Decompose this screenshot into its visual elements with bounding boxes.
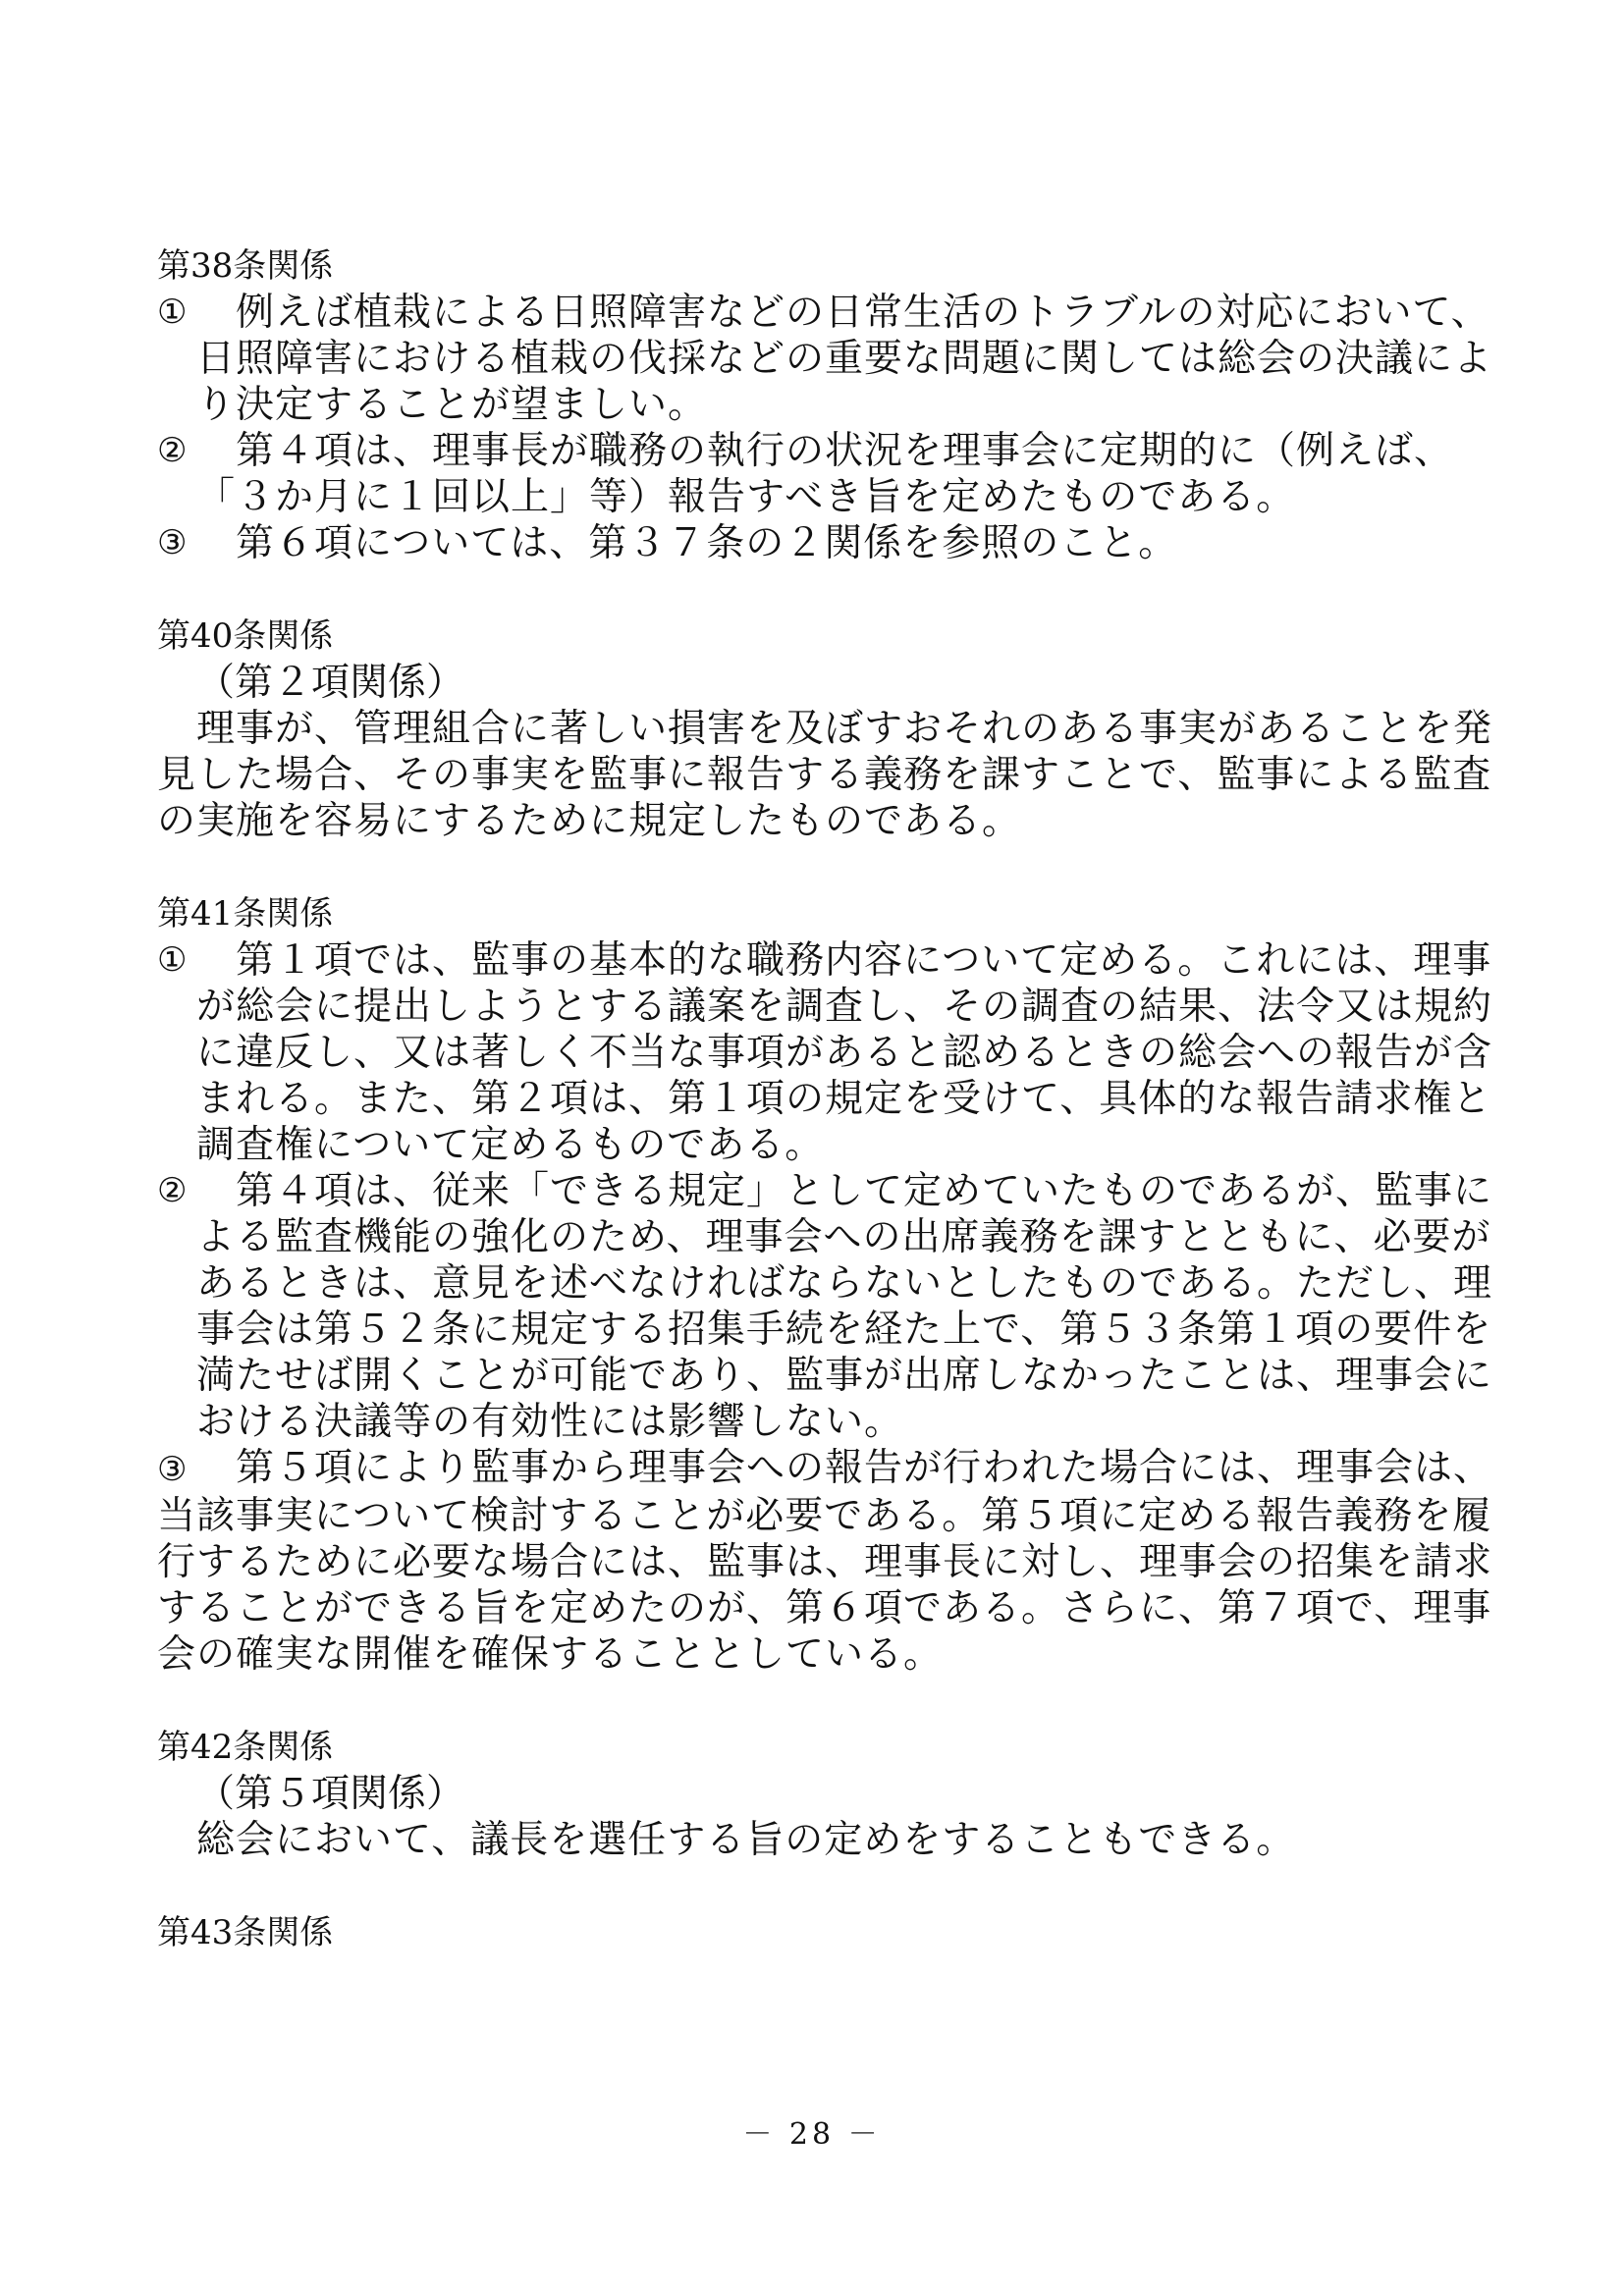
- item-text: 第４項は、理事長が職務の執行の状況を理事会に定期的に（例えば、「３か月に１回以上」等）報告すべき旨を定めたものである。: [196, 429, 1454, 519]
- item-number: ③: [157, 523, 189, 562]
- page-number: － 28 －: [742, 2117, 882, 2152]
- list-item: [157, 937, 1492, 1168]
- document-page: [157, 242, 1492, 1956]
- item-text: 第５項により監事から理事会への報告が行われた場合には、理事会は、当該事実について検討することが必要である。第５項に定める報告義務を履行するために必要な場合には、監事は、理事長に対し、理事会の招集を請求することができる旨を定めたのが、第６項である。さらに、第７項で、理事会の確実な開催を確保することとしている。: [157, 1446, 1493, 1677]
- sub-heading: （第５項関係）: [196, 1772, 465, 1816]
- sub-heading: （第２項関係）: [196, 661, 465, 705]
- list-item: [157, 1168, 1492, 1445]
- paragraph: 理事が、管理組合に著しい損害を及ぼすおそれのある事実があることを発見した場合、その事実を監事に報告する義務を課すことで、監事による監査の実施を容易にするために規定したものである。: [157, 707, 1493, 843]
- item-number: ①: [157, 293, 189, 332]
- list-item: [157, 428, 1492, 520]
- item-text: 第６項については、第３７条の２関係を参照のこと。: [196, 521, 1178, 565]
- section-heading-40: 第40条関係: [157, 616, 334, 656]
- list-item: [157, 1445, 1492, 1678]
- item-text: 第４項は、従来「できる規定」として定めていたものであるが、監事による監査機能の強化のため、理事会への出席義務を課すとともに、必要があるときは、意見を述べなければならないとしたものである。ただし、理事会は第５２条に規定する招集手続を経た上で、第５３条第１項の要件を満たせば開くことが可能であり、監事が出席しなかったことは、理事会における決議等の有効性には影響しない。: [196, 1169, 1493, 1444]
- item-number: ②: [157, 1171, 189, 1210]
- paragraph: 総会において、議長を選任する旨の定めをすることもできる。: [196, 1818, 1296, 1862]
- item-text: 例えば植栽による日照障害などの日常生活のトラブルの対応において、日照障害における植栽の伐採などの重要な問題に関しては総会の決議により決定することが望ましい。: [196, 291, 1493, 427]
- section-heading-42: 第42条関係: [157, 1728, 334, 1767]
- item-number: ①: [157, 940, 189, 980]
- item-text: 第１項では、監事の基本的な職務内容について定める。これには、理事が総会に提出しようとする議案を調査し、その調査の結果、法令又は規約に違反し、又は著しく不当な事項があると認めるときの総会への報告が含まれる。また、第２項は、第１項の規定を受けて、具体的な報告請求権と調査権について定めるものである。: [196, 938, 1493, 1167]
- item-number: ②: [157, 431, 189, 470]
- item-number: ③: [157, 1450, 189, 1489]
- list-item: [157, 520, 1492, 566]
- section-heading-43: 第43条関係: [157, 1913, 334, 1952]
- section-heading-41: 第41条関係: [157, 894, 334, 934]
- list-item: [157, 290, 1492, 428]
- section-heading-38: 第38条関係: [157, 246, 334, 286]
